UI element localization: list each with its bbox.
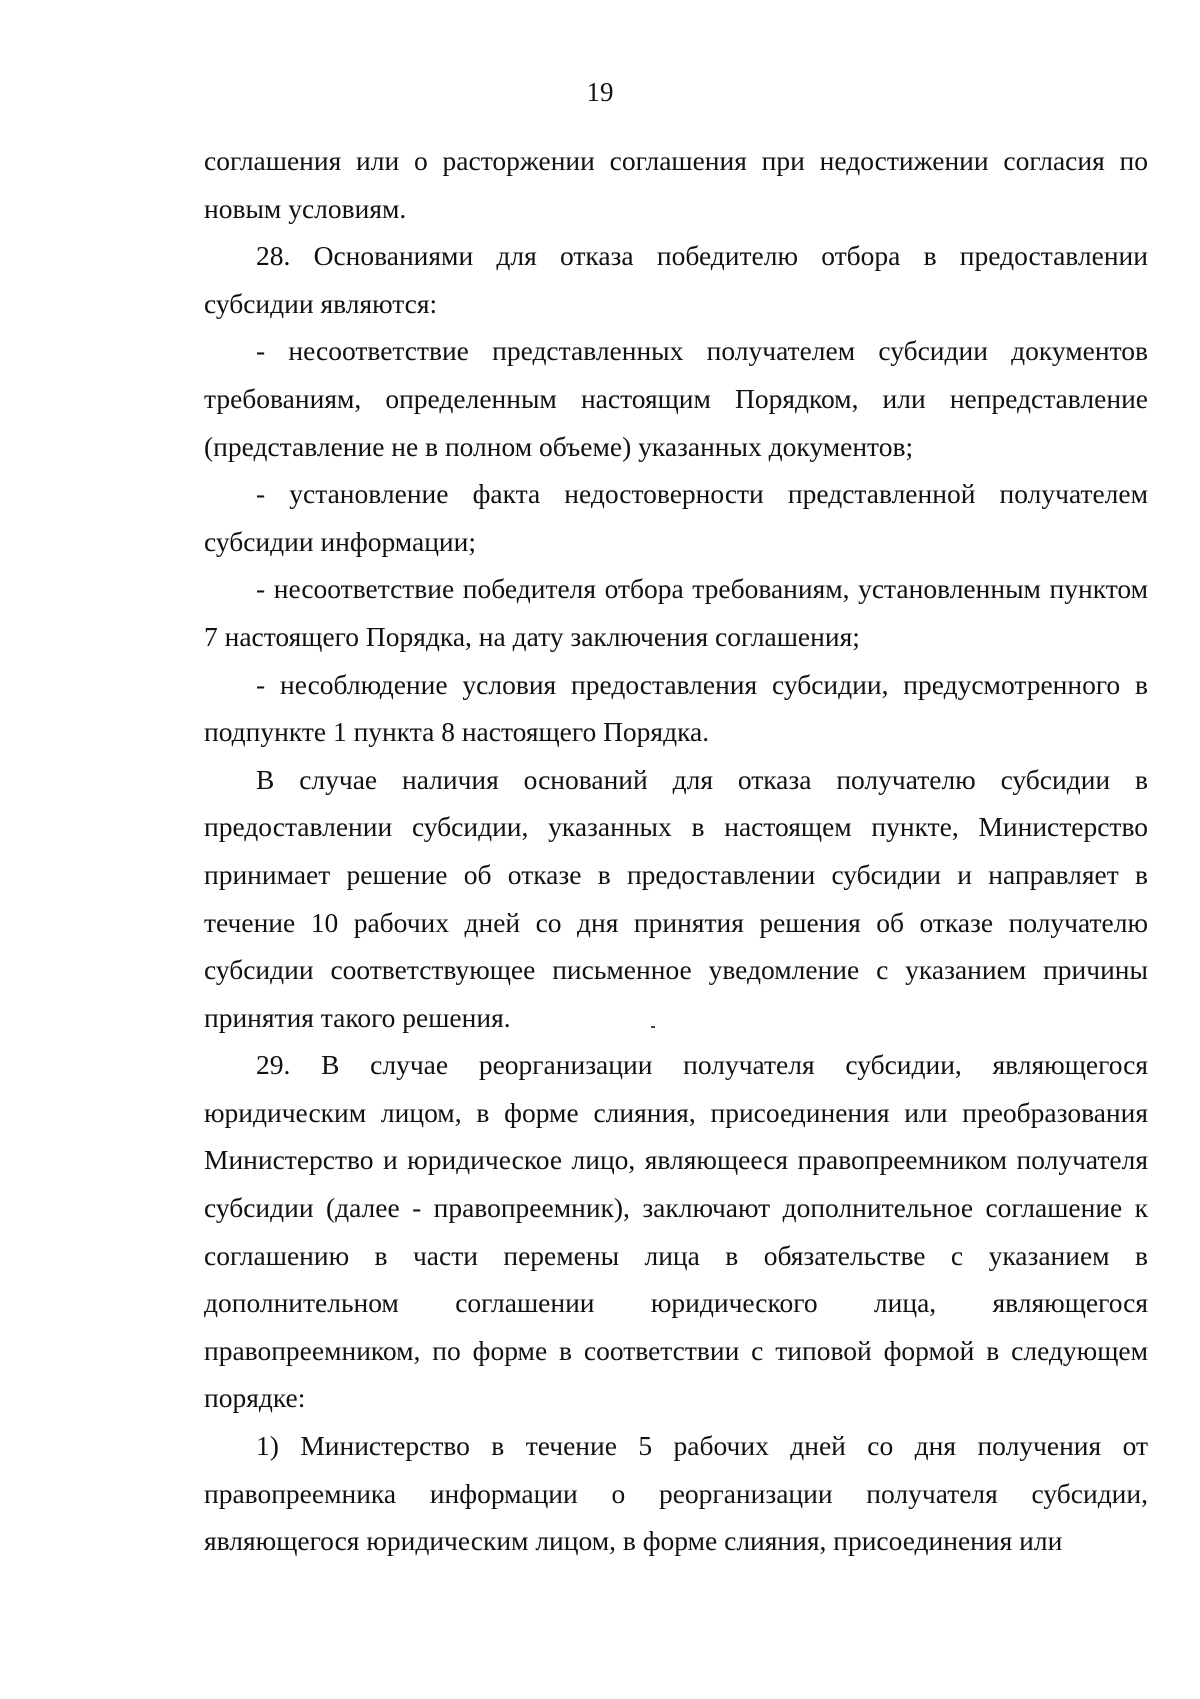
paragraph-clause-28: 28. Основаниями для отказа победителю отбора в предоставлении субсидии являются: [204,240,1148,319]
paragraph-refusal-notice: В случае наличия оснований для отказа получателю субсидии в предоставлении субсидии, указанных в настоящем пункте, Министерство принимает решение об отказе в предоставлении субсидии и направляет в течение 10 рабочих дней со дня принятия решения об отказе получателю субсидии соответствующее письменное уведомление с указанием причины принятия такого решения. [204,763,1148,1033]
paragraph-clause-29: 29. В случае реорганизации получателя субсидии, являющегося юридическим лицом, в форме слияния, присоединения или преобразования Министерство и юридическое лицо, являющееся правопреемником получателя субсидии (далее - правопреемник), заключают дополнительное соглашение к соглашению в части перемены лица в обязательстве с указанием в дополнительном соглашении юридического лица, являющегося правопреемником, по форме в соответствии с типовой формой в следующем порядке: [204,1049,1148,1414]
document-body [204,137,1148,1565]
paragraph-bullet-false-info: - установление факта недостоверности представленной получателем субсидии информации; [204,478,1148,557]
paragraph-bullet-documents: - несоответствие представленных получателем субсидии документов требованиям, определенным настоящим Порядком, или непредставление (представление не в полном объеме) указанных документов; [204,335,1148,462]
paragraph-bullet-conditions: - несоблюдение условия предоставления субсидии, предусмотренного в подпункте 1 пункта 8 настоящего Порядка. [204,668,1148,748]
scan-artifact-mark [651,1026,655,1028]
paragraph-subclause-1: 1) Министерство в течение 5 рабочих дней со дня получения от правопреемника информации о реорганизации получателя субсидии, являющегося юридическим лицом, в форме слияния, присоединения или [204,1430,1148,1557]
paragraph-bullet-requirements: - несоответствие победителя отбора требованиям, установленным пунктом 7 настоящего Порядка, на дату заключения соглашения; [204,573,1148,652]
paragraph-continuation: соглашения или о расторжении соглашения при недостижении согласия по новым условиям. [204,145,1148,224]
page-number: 19 [586,77,614,107]
